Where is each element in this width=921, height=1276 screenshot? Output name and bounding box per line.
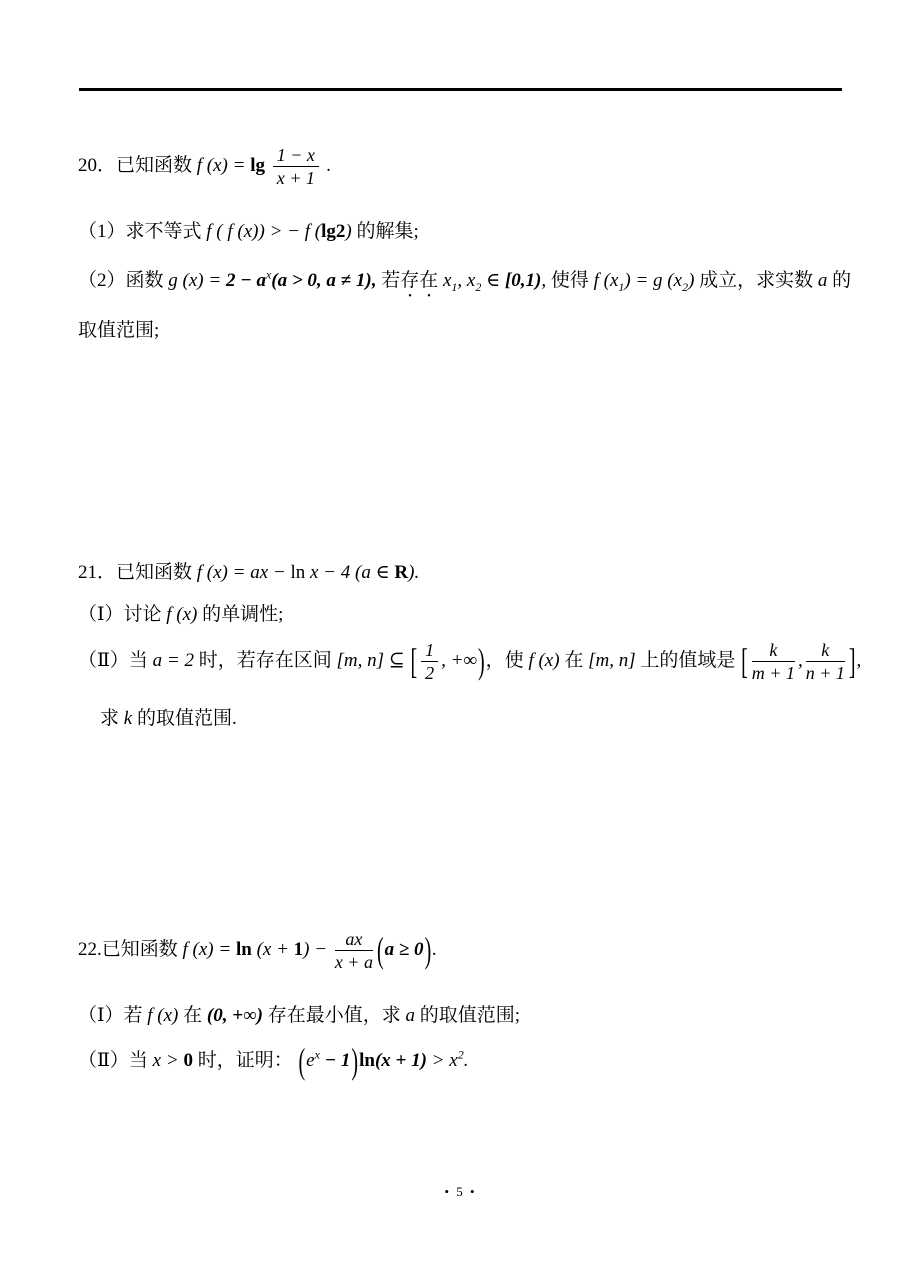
math-run: f (x) = ax − <box>196 562 291 583</box>
math-run: ) <box>345 221 357 242</box>
math-run: k <box>123 708 137 729</box>
math-run: a <box>405 1005 420 1026</box>
math-run: , <box>541 270 551 291</box>
problem-21-part-2 <box>78 640 861 683</box>
text-run: 22.已知函数 <box>78 939 183 961</box>
text-run: 20．已知函数 <box>78 155 197 177</box>
fraction <box>752 640 795 683</box>
problem-20-part-2-continued <box>78 316 159 346</box>
math-run: f (x) = <box>182 939 236 961</box>
math-run: − 1 <box>319 1050 351 1071</box>
math-run: . <box>321 155 332 177</box>
superscript: x <box>265 267 272 282</box>
bracket: ) <box>351 1041 359 1082</box>
fraction <box>335 929 373 972</box>
fraction-denominator: n + 1 <box>805 663 845 684</box>
fraction-numerator: k <box>752 640 795 662</box>
problem-20-intro <box>78 145 331 188</box>
text-run: 在 <box>564 650 589 672</box>
math-run: , +∞ <box>441 650 477 672</box>
text-run: 时，证明： <box>197 1050 298 1071</box>
text-run: 求 <box>100 708 124 729</box>
text-run: （1）求不等式 <box>78 221 207 242</box>
fraction-denominator: x + a <box>334 952 373 973</box>
fraction <box>421 640 438 683</box>
math-run: (x + 1) <box>374 1050 427 1071</box>
text-run: 若 <box>376 270 401 291</box>
text-run: 使得 <box>550 270 594 291</box>
math-run: f (x) = <box>196 155 251 177</box>
math-run: 0 <box>183 1050 198 1071</box>
text-run: 的取值范围. <box>136 708 237 729</box>
text-run: （2）函数 <box>78 270 169 291</box>
math-run: (0, +∞) <box>206 1005 268 1026</box>
problem-20-part-1 <box>78 217 419 247</box>
math-run: ln <box>290 562 310 583</box>
text-run: 21．已知函数 <box>78 562 197 583</box>
fraction-denominator: x + 1 <box>276 168 315 189</box>
math-run: , <box>797 650 803 672</box>
math-run: [0,1) <box>504 270 542 291</box>
math-run: , <box>856 650 862 672</box>
subscript: 2 <box>475 279 482 294</box>
math-run: f (x) <box>166 604 203 625</box>
text-run: ，使 <box>485 650 529 672</box>
emphasized-text: 存在 <box>400 270 439 291</box>
problem-20-part-2 <box>78 266 851 302</box>
math-run: > x <box>426 1050 458 1071</box>
bracket: ] <box>848 641 856 682</box>
text-run: 的单调性; <box>202 604 284 625</box>
math-run: f (x) <box>528 650 565 672</box>
math-run: . <box>432 939 437 961</box>
subscript: 1 <box>451 279 458 294</box>
superscript: x <box>314 1047 320 1062</box>
math-run: , x <box>457 270 476 291</box>
math-run: e <box>306 1050 315 1071</box>
math-run: [m, n] <box>588 650 641 672</box>
text-run: 存在最小值，求 <box>267 1005 406 1026</box>
text-run: 的取值范围; <box>419 1005 520 1026</box>
text-run: 在 <box>183 1005 207 1026</box>
math-run: . <box>463 1050 469 1071</box>
math-run: a = 2 <box>152 650 199 672</box>
math-run: ln <box>235 939 252 961</box>
text-run: 上的值域是 <box>640 650 741 672</box>
math-run: a ≥ 0 <box>384 939 424 961</box>
math-run: f (x) <box>147 1005 184 1026</box>
math-run: x > <box>152 1050 184 1071</box>
text-run: 的解集; <box>356 221 419 242</box>
math-run: f ( f (x)) > − f ( <box>206 221 322 242</box>
math-run: f (x <box>593 270 619 291</box>
bracket: ) <box>478 641 485 682</box>
problem-22-part-1 <box>78 1001 520 1031</box>
page-number: • 5 • <box>444 1184 477 1199</box>
problem-21-part-2-continued <box>100 704 237 734</box>
math-run: g (x) = <box>168 270 226 291</box>
problem-21-intro <box>78 558 419 588</box>
math-run: [m, n] ⊆ <box>336 650 410 672</box>
math-run: ) = g (x <box>624 270 683 291</box>
fraction <box>806 640 845 683</box>
fraction-numerator: 1 <box>421 640 438 662</box>
subscript: 1 <box>618 279 625 294</box>
math-run: x <box>438 270 452 291</box>
math-run: x − 4 (a ∈ <box>310 562 395 583</box>
math-run: ) − <box>303 939 332 961</box>
bracket: ( <box>298 1041 306 1082</box>
fraction-denominator: m + 1 <box>751 663 795 684</box>
text-run: 时，若存在区间 <box>198 650 337 672</box>
fraction-numerator: ax <box>335 929 373 951</box>
text-run: 取值范围; <box>78 320 160 341</box>
text-run: （Ⅰ）讨论 <box>78 604 167 625</box>
superscript: 2 <box>457 1047 464 1062</box>
header-rule <box>79 88 842 91</box>
math-run: R <box>394 562 409 583</box>
text-run: 的 <box>832 270 852 291</box>
bracket: [ <box>741 641 748 682</box>
math-run: 1 <box>293 939 304 961</box>
problem-22-intro <box>78 929 437 972</box>
math-run: a <box>817 270 833 291</box>
text-run: （Ⅰ）若 <box>78 1005 148 1026</box>
problem-22-part-2 <box>78 1041 469 1082</box>
bracket: ( <box>376 930 384 971</box>
math-run: ) <box>688 270 700 291</box>
fraction-numerator: k <box>806 640 845 662</box>
math-run: (x + <box>251 939 294 961</box>
math-run: ∈ <box>481 270 505 291</box>
subscript: 2 <box>682 279 689 294</box>
text-run: （Ⅱ）当 <box>78 650 153 672</box>
math-run: ln <box>359 1050 375 1071</box>
math-run: (a > 0, a ≠ 1), <box>271 270 377 291</box>
math-run: ). <box>408 562 420 583</box>
math-run: 2 − a <box>225 270 266 291</box>
fraction <box>273 145 319 188</box>
bracket: [ <box>410 641 418 682</box>
math-run: lg <box>250 155 270 177</box>
text-run: （Ⅱ）当 <box>78 1050 153 1071</box>
bracket: ) <box>424 930 432 971</box>
fraction-numerator: 1 − x <box>273 145 319 167</box>
math-run: lg2 <box>321 221 346 242</box>
fraction-denominator: 2 <box>425 663 435 684</box>
problem-21-part-1 <box>78 600 283 630</box>
text-run: 成立，求实数 <box>699 270 818 291</box>
